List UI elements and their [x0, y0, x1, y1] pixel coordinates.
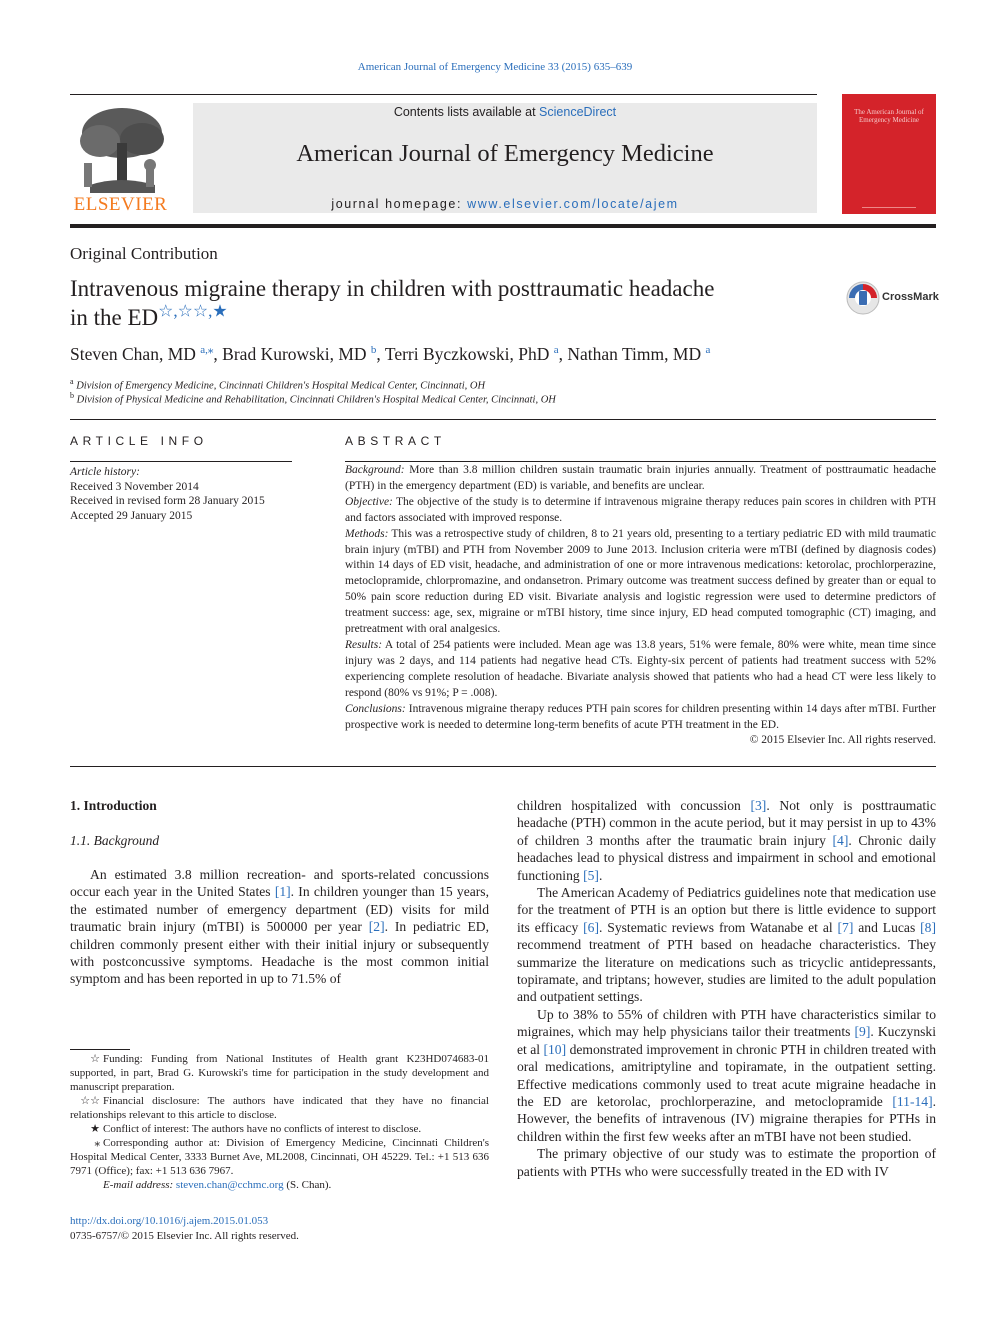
- ref-link-3[interactable]: [3]: [750, 798, 767, 813]
- author-3[interactable]: Terri Byczkowski, PhD $^a$,: [384, 343, 568, 364]
- intro-paragraph-1: An estimated 3.8 million recreation- and sports-related concussions occur each year in the United States [1]. In children younger than 15 years, the estimated number of emergency department (ED) visits for mild traumatic brain injury (mTBI) is 500000 per year [2]. In pediatric ED, children commonly present either with their initial injury or subsequently with postconcussive symptoms. Headache is the most common initial symptom and has been reported in up to 71.5% of: [70, 867, 489, 987]
- ref-link-8[interactable]: [8]: [920, 919, 936, 935]
- journal-homepage: [193, 197, 817, 211]
- title-line-2: in the ED: [70, 305, 159, 330]
- affiliation-a: $^a$ Division of Emergency Medicine, Cincinnati Children's Hospital Medical Center, Cincinnati, OH: [70, 377, 486, 392]
- homepage-prefix: journal homepage:: [331, 197, 468, 211]
- abstract-bottom-rule: [70, 766, 936, 767]
- intro-paragraph-2: The American Academy of Pediatrics guidelines note that medication use for the treatment of PTH is an option but there is little evidence to support its efficacy [6]. Systematic reviews from Watanabe et al [7] and Lucas [8] recommend treatment of PTH based on headache characteristics. They summarize the literature on medications such as tricyclic antidepressants, topiramate, and triptans; however, studies are limited to the adult population and outpatient settings.: [517, 885, 937, 1005]
- footnote-corresponding-author: ⁎ Corresponding author at: Division of Emergency Medicine, Cincinnati Children's Hospital Medical Center, 3333 Burnet Ave, ML2008, Cincinnati, OH 45229. Tel.: +1 513 636 7971 (Office); fax: +1 513 636 7967.: [70, 1137, 489, 1177]
- crossmark-label: CrossMark: [882, 291, 939, 303]
- sciencedirect-link[interactable]: ScienceDirect: [539, 105, 617, 119]
- ref-link-9[interactable]: [9]: [854, 1024, 871, 1040]
- left-column-text: [70, 866, 489, 988]
- ref-link-2[interactable]: [2]: [368, 919, 385, 935]
- intro-paragraph-3: Up to 38% to 55% of children with PTH have characteristics similar to migraines, which may help physicians tailor their treatments [9]. Kuczynski et al [10] demonstrated improvement in chronic PTH in children treated with oral medications, amitriptyline and topiramate, in the outpatient setting. Effective medications commonly used to treat acute migraine headache in the ED are ketorolac, prochlorperazine, and metoclopramide [11-14]. However, the benefits of intravenous (IV) migraine therapies for PTHs in children within the first few weeks after an mTBI have not been studied.: [517, 1006, 937, 1144]
- contents-prefix: Contents lists available at: [393, 105, 540, 119]
- journal-citation[interactable]: American Journal of Emergency Medicine 33 (2015) 635–639: [357, 61, 633, 73]
- abstract-body: [345, 463, 936, 749]
- abstract-methods: Methods: This was a retrospective study of children, 8 to 21 years old, presenting to a tertiary pediatric ED with mild traumatic brain injury (mTBI) and PTH from November 2009 to June 2013. Inclusion criteria were mTBI (defined by diagnosis codes) within 14 days of ED visit, headache, and administration of one or more intravenous medications: ketorolac, prochlorperazine, metoclopramide, chlorpromazine, and ondansetron. Primary outcome was treatment success defined by greater than or equal to 50% pain score reduction during ED visit. Bivariate analysis and logistic regression were used to determine predictors of treatment success: age, sex, migraine or mTBI history, time since injury, ED head computed tomographic (CT) imaging, and pretreatment with oral analgesics.: [345, 527, 936, 636]
- elsevier-logo: [70, 103, 171, 215]
- affiliation-rule: [70, 419, 936, 420]
- homepage-link[interactable]: www.elsevier.com/locate/ajem: [467, 197, 679, 211]
- abstract-copyright: © 2015 Elsevier Inc. All rights reserved.: [749, 734, 936, 747]
- ref-link-6[interactable]: [6]: [583, 919, 599, 935]
- article-info-rule: [70, 461, 292, 462]
- ref-link-10[interactable]: [10]: [543, 1041, 567, 1057]
- journal-cover: [842, 94, 936, 214]
- author-4[interactable]: Nathan Timm, MD $^a$: [567, 343, 711, 364]
- abstract-conclusions: Conclusions: Intravenous migraine therapy reduces PTH pain scores for children presenting within 14 days after mTBI. Further prospective work is needed to determine long-term benefits of acute PTH treatment in the ED.: [345, 702, 936, 731]
- revised-date: Received in revised form 28 January 2015: [70, 495, 265, 507]
- abstract-objective: Objective: The objective of the study is to determine if intravenous migraine therapy reduces pain scores in children with PTH and factors associated with improved response.: [345, 495, 936, 524]
- ref-link-1[interactable]: [1]: [274, 884, 291, 900]
- history-label: Article history:: [70, 466, 140, 478]
- article-type: Original Contribution: [70, 244, 218, 263]
- article-history: [70, 465, 265, 523]
- email-link[interactable]: steven.chan@cchmc.org: [175, 1179, 284, 1191]
- footnote-rule: [70, 1049, 130, 1050]
- intro-paragraph-1-cont: children hospitalized with concussion [3]. Not only is posttraumatic headache (PTH) common in the acute period, but it may persist in up to 43% of children 3 months after the traumatic brain injury [4]. Chronic daily headaches lead to physical distress and impairment in school and emotional functioning [5].: [517, 798, 937, 883]
- footnote-conflict: ★ Conflict of interest: The authors have no conflicts of interest to disclose.: [90, 1123, 422, 1135]
- title-footnote-marks[interactable]: ☆,☆☆,★: [158, 301, 228, 321]
- footnote-email: E-mail address: steven.chan@cchmc.org (S. Chan).: [103, 1179, 332, 1191]
- article-info-heading: ARTICLE INFO: [70, 434, 208, 448]
- right-column-text: [517, 797, 936, 1180]
- footnote-funding: ☆ Funding: Funding from National Institutes of Health grant K23HD074683-01 supported, in part, Brad G. Kurowski's time for participation in the study development and manuscript preparation.: [70, 1053, 489, 1093]
- header-thick-rule: [70, 224, 936, 228]
- issn-copyright: 0735-6757/© 2015 Elsevier Inc. All rights reserved.: [70, 1230, 299, 1242]
- ref-link-5[interactable]: [5]: [583, 867, 599, 883]
- accepted-date: Accepted 29 January 2015: [70, 509, 193, 522]
- footnote-financial-disclosure: ☆☆ Financial disclosure: The authors have indicated that they have no financial relationships relevant to this article to disclose.: [70, 1095, 489, 1121]
- author-list: [70, 343, 710, 365]
- elsevier-tree-icon: [70, 103, 171, 195]
- header-top-rule: [70, 94, 817, 95]
- author-2[interactable]: Brad Kurowski, MD $^b$,: [222, 343, 385, 364]
- cover-footer-line: [862, 207, 916, 208]
- abstract-background: Background: More than 3.8 million children sustain traumatic brain injuries annually. Treatment of posttraumatic headache (PTH) in the emergency department (ED) is variable, and benefits are unclear.: [345, 464, 936, 492]
- subsection-heading-background: 1.1. Background: [70, 833, 160, 848]
- contents-availability: [193, 105, 817, 119]
- title-line-1: Intravenous migraine therapy in children with posttraumatic headache: [70, 276, 715, 301]
- abstract-heading: ABSTRACT: [345, 434, 446, 448]
- section-heading-introduction: 1. Introduction: [70, 798, 157, 813]
- abstract-rule: [345, 461, 936, 462]
- elsevier-wordmark: ELSEVIER: [73, 194, 168, 215]
- crossmark-badge[interactable]: [846, 281, 941, 317]
- article-footer: [70, 1214, 299, 1244]
- journal-title: American Journal of Emergency Medicine: [296, 140, 714, 167]
- article-title: [70, 274, 810, 332]
- abstract-results: Results: A total of 254 patients were included. Mean age was 13.8 years, 51% were female, 80% were white, mean time since injury was 2 days, and 114 patients had negative head CTs. Eighty-six percent of patients had treatment success with 52% experiencing complete resolution of headache. Bivariate analysis showed that patients who had a head CT were less likely to respond (80% vs 91%; P = .008).: [345, 638, 936, 699]
- intro-paragraph-4: The primary objective of our study was to estimate the proportion of patients with PTHs who were successfully treated in the ED with IV: [517, 1146, 936, 1179]
- footnotes: [70, 1052, 489, 1192]
- author-1[interactable]: Steven Chan, MD $^{a,⁎}$,: [70, 343, 223, 364]
- cover-title: The American Journal of Emergency Medicine: [854, 108, 924, 124]
- affiliation-b: $^b$ Division of Physical Medicine and Rehabilitation, Cincinnati Children's Hospital Medical Center, Cincinnati, OH: [70, 391, 556, 406]
- received-date: Received 3 November 2014: [70, 480, 199, 493]
- ref-link-4[interactable]: [4]: [832, 832, 849, 848]
- doi-link[interactable]: http://dx.doi.org/10.1016/j.ajem.2015.01.053: [70, 1215, 269, 1227]
- crossmark-icon: [846, 281, 880, 315]
- ref-link-7[interactable]: [7]: [837, 919, 854, 935]
- ref-link-11-14[interactable]: [11-14]: [892, 1093, 933, 1109]
